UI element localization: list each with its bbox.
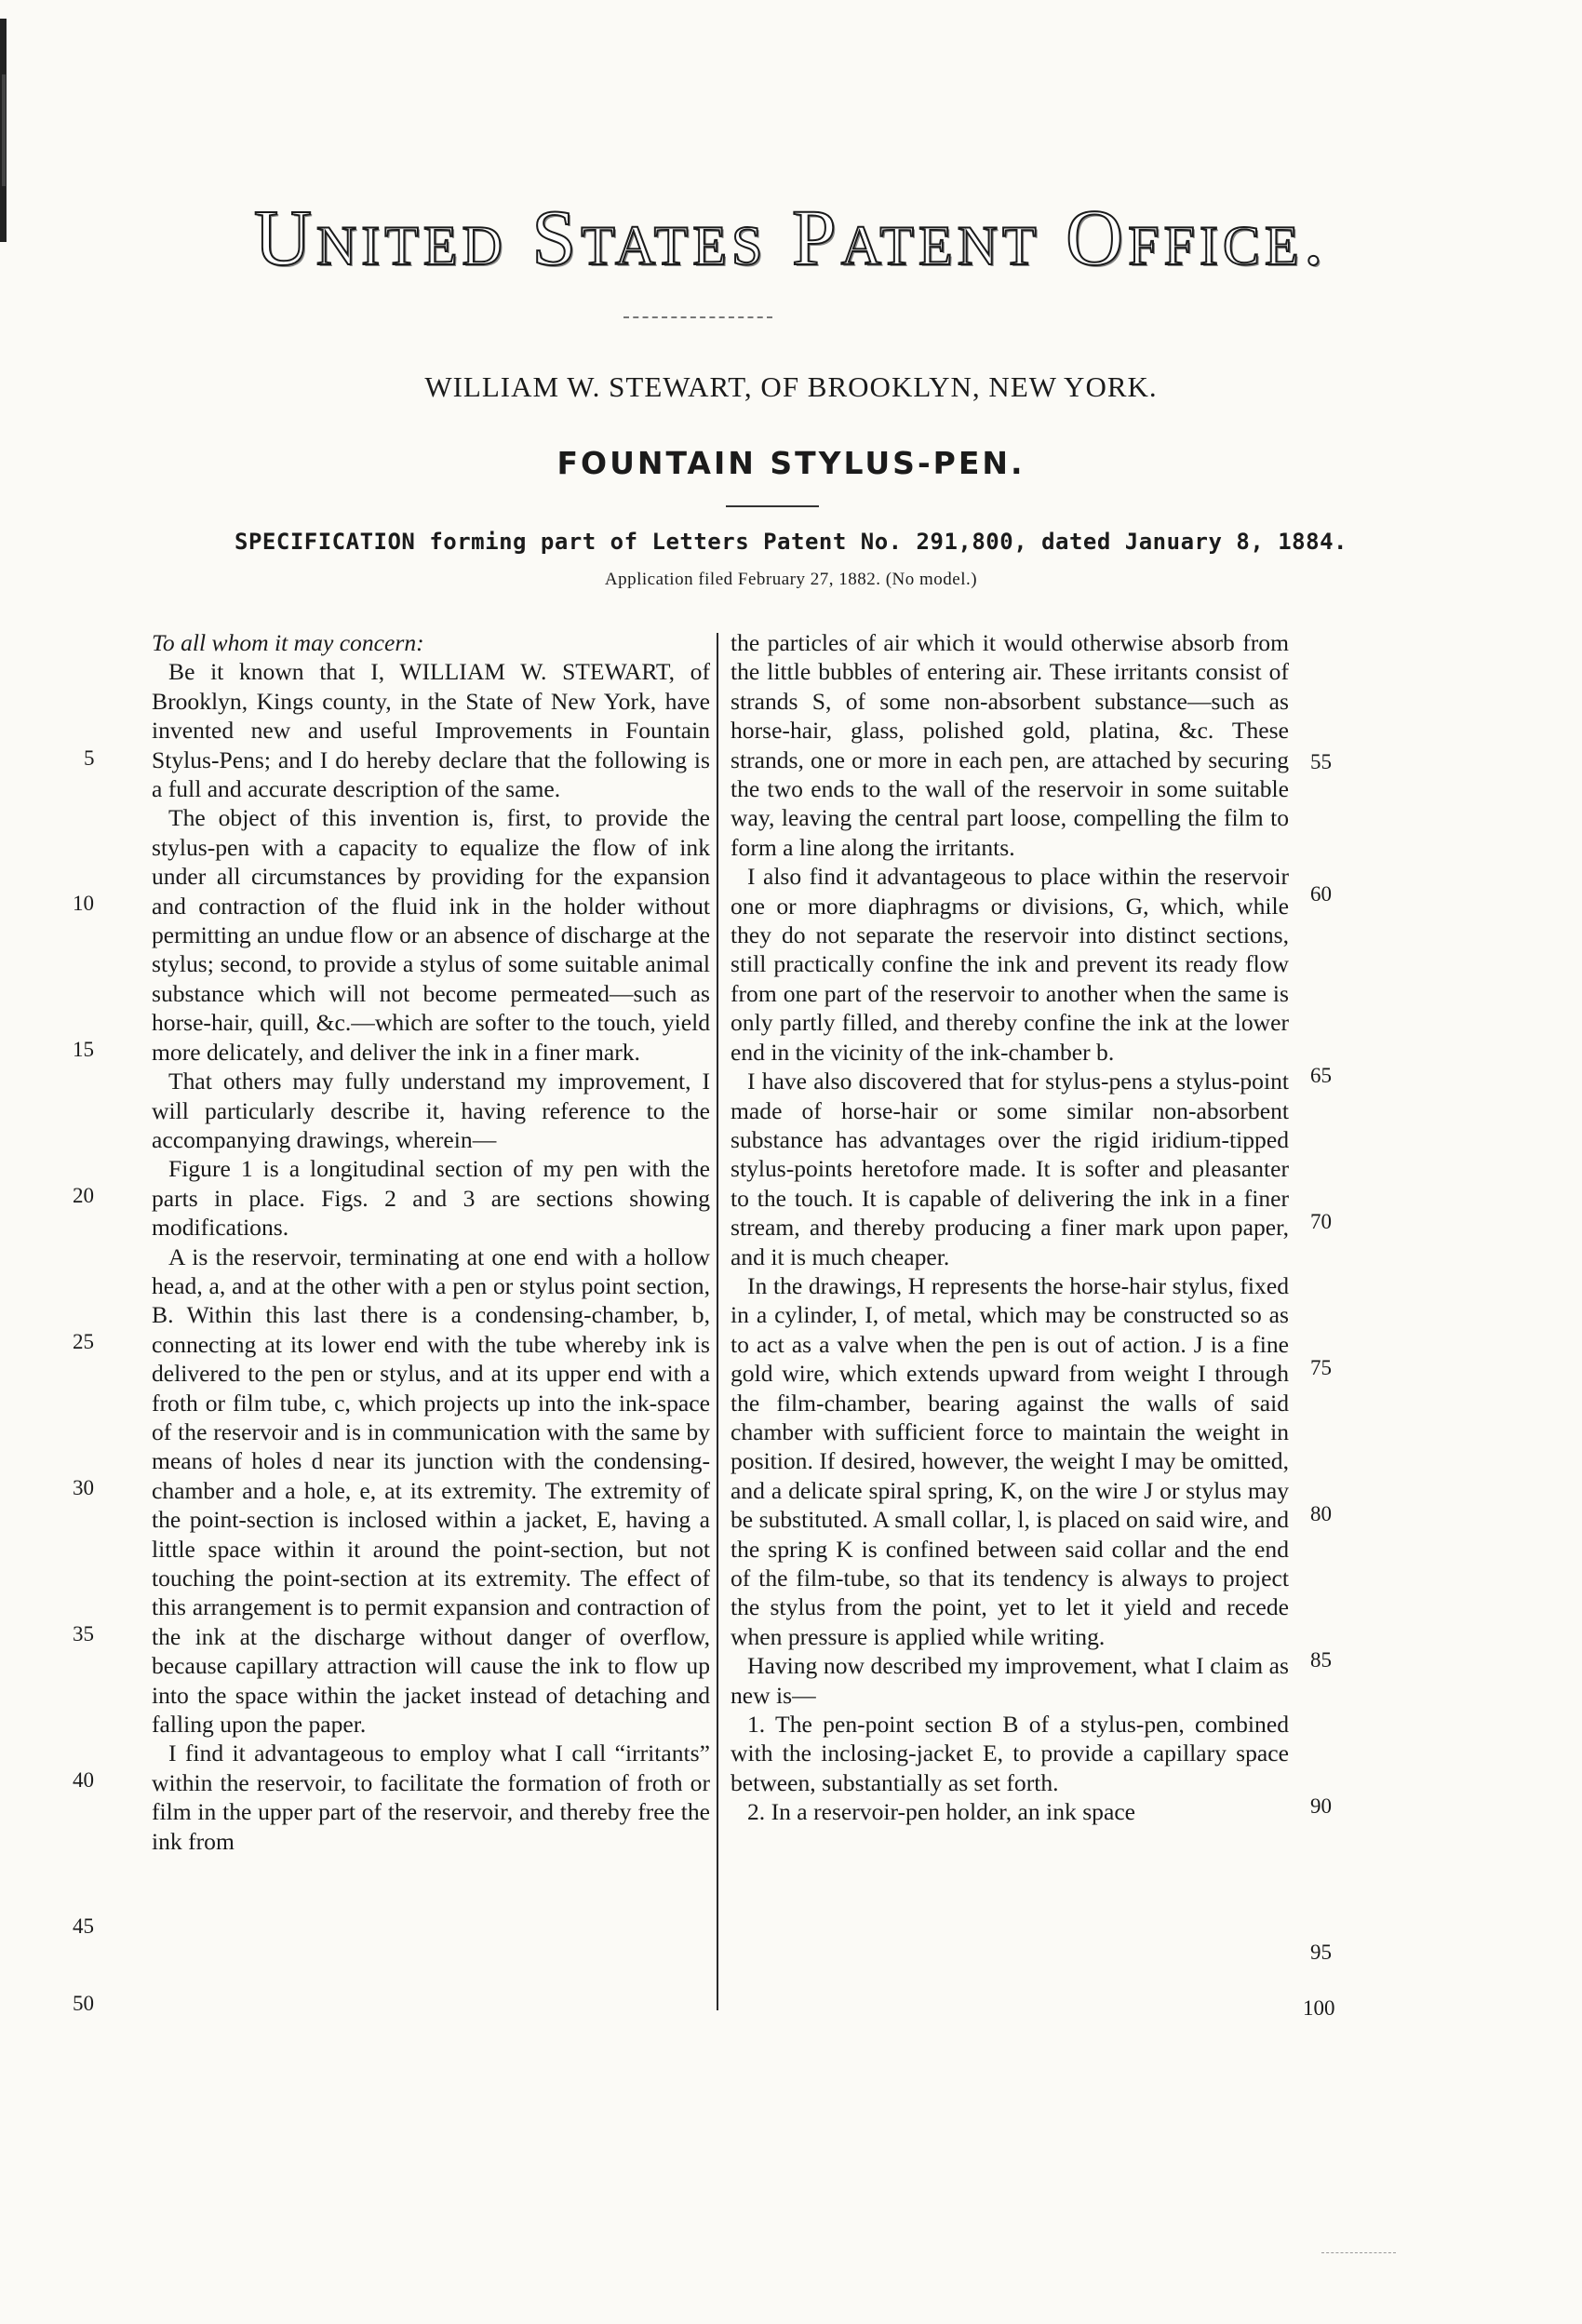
line-number-right: 75: [1310, 1356, 1332, 1379]
line-number-left: 20: [73, 1184, 94, 1207]
application-filed-line: Application filed February 27, 1882. (No model.): [604, 570, 978, 589]
paragraph: A is the reservoir, terminating at one end with a hollow head, a, and at the other with a pen or stylus point section, B. Within this last there is a condensing-chamber, b, connecting at its lower end with the tube whereby ink is delivered to the pen or stylus, and at its upper end with a froth or film tube, c, which projects up into the ink-space of the reservoir and is in communication with the same by means of holes d near its junction with the condensing-chamber and a hole, e, at its extremity. The extremity of the point-section is inclosed within a jacket, E, having a little space within it around the point-section, but not touching the point-section at its extremity. The effect of this arrangement is to permit expansion and contraction of the ink at the discharge without danger of overflow, because capillary attraction will cause the ink to flow up into the space within the jacket instead of detaching and falling upon the paper.: [152, 1243, 710, 1739]
line-number-left: 15: [73, 1038, 94, 1061]
header-rule-dashed: [623, 316, 772, 318]
paragraph: I find it advantageous to employ what I call “irritants” within the reservoir, to facilitate the formation of froth or film in the upper part of the reservoir, and thereby free the ink from: [152, 1740, 710, 1855]
paragraph: Having now described my improvement, what I claim as new is—: [731, 1652, 1289, 1709]
column-divider: [717, 633, 718, 2010]
title-rule: [726, 505, 819, 507]
line-number-right: 65: [1310, 1064, 1332, 1087]
left-column: [152, 628, 710, 1856]
line-number-right: 90: [1310, 1794, 1332, 1818]
line-number-right: 80: [1310, 1502, 1332, 1525]
line-number-left: 10: [73, 892, 94, 915]
line-number-left: 50: [73, 1992, 94, 2015]
scan-footer-mark: [1321, 2252, 1396, 2253]
right-column: [731, 628, 1289, 1827]
line-number-left: 5: [84, 746, 95, 770]
line-number-right: 70: [1310, 1210, 1332, 1233]
paragraph: That others may fully understand my improvement, I will particularly describe it, having reference to the accompanying drawings, wherein—: [152, 1068, 710, 1153]
office-heading: United States Patent Office.: [253, 193, 1329, 282]
line-number-left: 25: [73, 1330, 94, 1353]
paragraph: In the drawings, H represents the horse-hair stylus, fixed in a cylinder, I, of metal, which may be constructed so as to act as a valve when the pen is out of action. J is a fine gold wire, which extends upward from weight I through the film-chamber, bearing against the walls of said chamber with sufficient force to maintain the weight in position. If desired, however, the weight I may be omitted, and a delicate spiral spring, K, on the wire J or stylus may be substituted. A small collar, l, is placed on said wire, and the spring K is confined between said collar and the end of the film-tube, so that its tendency is always to project the stylus from the point, yet to let it yield and recede when pressure is applied while writing.: [731, 1271, 1289, 1650]
claim: 1. The pen-point section B of a stylus-pen, combined with the inclosing-jacket E, to provide a capillary space between, substantially as set forth.: [731, 1711, 1289, 1796]
line-number-right: 60: [1310, 882, 1332, 906]
inventor-line: WILLIAM W. STEWART, OF BROOKLYN, NEW YORK.: [424, 370, 1158, 403]
claim: 2. In a reservoir-pen holder, an ink space: [747, 1798, 1136, 1826]
salutation: To all whom it may concern:: [152, 629, 424, 656]
line-number-right: 85: [1310, 1648, 1332, 1672]
paragraph: the particles of air which it would otherwise absorb from the little bubbles of entering air. These irritants consist of strands S, of some non-absorbent substance—such as horse-hair, glass, polished gold, platina, &c. These strands, one or more in each pen, are attached by securing the two ends to the wall of the reservoir in some suitable way, leaving the central part loose, compelling the film to form a line along the irritants.: [731, 629, 1289, 861]
line-number-left: 45: [73, 1914, 94, 1938]
line-number-left: 40: [73, 1768, 94, 1792]
paragraph: Figure 1 is a longitudinal section of my pen with the parts in place. Figs. 2 and 3 are sections showing modifications.: [152, 1155, 710, 1242]
invention-title: FOUNTAIN STYLUS-PEN.: [556, 445, 1026, 481]
paragraph: I have also discovered that for stylus-pens a stylus-point made of horse-hair or some similar non-absorbent substance has advantages over the rigid iridium-tipped stylus-points heretofore made. It is softer and pleasanter to the touch. It is capable of delivering the ink in a finer stream, and thereby producing a finer mark upon paper, and it is much cheaper.: [731, 1068, 1289, 1270]
paragraph: Be it known that I, WILLIAM W. STEWART, of Brooklyn, Kings county, in the State of New York, have invented new and useful Improvements in Fountain Stylus-Pens; and I do hereby declare that the following is a full and accurate description of the same.: [152, 658, 710, 803]
line-number-left: 30: [73, 1476, 94, 1499]
line-number-right: 95: [1310, 1941, 1332, 1964]
scan-edge-mark-inner: [2, 74, 6, 186]
line-number-right: 55: [1310, 750, 1332, 773]
paragraph: I also find it advantageous to place within the reservoir one or more diaphragms or divisions, G, which, while they do not separate the reservoir into distinct sections, still practically confine the ink and prevent its ready flow from one part of the reservoir to another when the same is only partly filled, and thereby confine the ink at the lower end in the vicinity of the ink-chamber b.: [731, 863, 1289, 1066]
specification-line: SPECIFICATION forming part of Letters Patent No. 291,800, dated January 8, 1884.: [235, 529, 1347, 555]
paragraph: The object of this invention is, first, to provide the stylus-pen with a capacity to equalize the flow of ink under all circumstances by providing for the expansion and contraction of the fluid ink in the holder without permitting an undue flow or an absence of discharge at the stylus; second, to provide a stylus of some suitable animal substance which will not become permeated—such as horse-hair, quill, &c.—which are softer to the touch, yield more delicately, and deliver the ink in a finer mark.: [152, 804, 710, 1066]
line-number-left: 35: [73, 1622, 94, 1646]
line-number-right: 100: [1303, 1996, 1335, 2020]
